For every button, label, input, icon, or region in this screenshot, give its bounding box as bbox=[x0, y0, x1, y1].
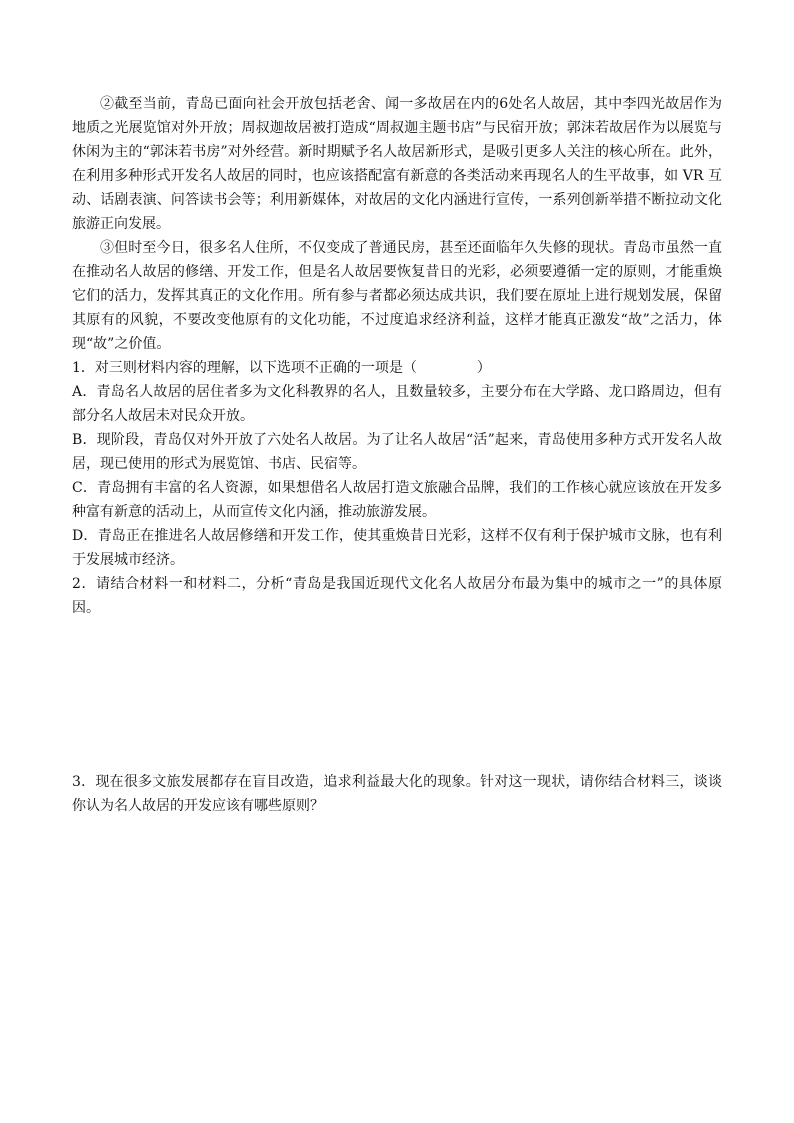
answer-area-question-3[interactable] bbox=[72, 818, 722, 828]
answer-area-question-2[interactable] bbox=[72, 620, 722, 770]
material-paragraph-2: ②截至当前，青岛已面向社会开放包括老舍、闻一多故居在内的6处名人故居，其中李四光故居作为地质之光展览馆对外开放；周叔迦故居被打造成“周叔迦主题书店”与民宿开放；郭沫若故居作为以展览与休闲为主的“郭沫若书房”对外经营。新时期赋予名人故居新形式，是吸引更多人关注的核心所在。此外，在利用多种形式开发名人故居的同时，也应该搭配富有新意的各类活动来再现名人的生平故事，如 VR 互动、话剧表演、问答读书会等；利用新媒体，对故居的文化内涵进行宣传，一系列创新举措不断拉动文化旅游正向发展。 bbox=[72, 96, 722, 232]
question-1-stem-close: ） bbox=[476, 360, 491, 376]
question-1-stem-text: 1．对三则材料内容的理解，以下选项不正确的一项是（ bbox=[72, 360, 417, 376]
option-b: B．现阶段，青岛仅对外开放了六处名人故居。为了让名人故居“活”起来，青岛使用多种方式开发名人故居，现已使用的形式为展览馆、书店、民宿等。 bbox=[72, 432, 722, 472]
option-a: A．青岛名人故居的居住者多为文化科教界的名人，且数量较多，主要分布在大学路、龙口路周边，但有部分名人故居未对民众开放。 bbox=[72, 384, 722, 424]
question-2: 2．请结合材料一和材料二，分析“青岛是我国近现代文化名人故居分布最为集中的城市之一”的具体原因。 bbox=[72, 576, 722, 616]
question-3: 3．现在很多文旅发展都存在盲目改造，追求利益最大化的现象。针对这一现状，请你结合材料三，谈谈你认为名人故居的开发应该有哪些原则？ bbox=[72, 774, 722, 814]
option-d: D．青岛正在推进名人故居修缮和开发工作，使其重焕昔日光彩，这样不仅有利于保护城市文脉，也有利于发展城市经济。 bbox=[72, 528, 722, 568]
material-paragraph-3: ③但时至今日，很多名人住所，不仅变成了普通民房，甚至还面临年久失修的现状。青岛市虽然一直在推动名人故居的修缮、开发工作，但是名人故居要恢复昔日的光彩，必须要遵循一定的原则，才能重焕它们的活力，发挥其真正的文化作用。所有参与者都必须达成共识，我们要在原址上进行规划发展，保留其原有的风貌，不要改变他原有的文化功能，不过度追求经济利益，这样才能真正激发“故”之活力，体现“故”之价值。 bbox=[72, 240, 722, 352]
document-page bbox=[72, 92, 722, 828]
question-1-stem bbox=[72, 356, 722, 380]
option-c: C．青岛拥有丰富的名人资源，如果想借名人故居打造文旅融合品牌，我们的工作核心就应该放在开发多种富有新意的活动上，从而宣传文化内涵，推动旅游发展。 bbox=[72, 480, 722, 520]
